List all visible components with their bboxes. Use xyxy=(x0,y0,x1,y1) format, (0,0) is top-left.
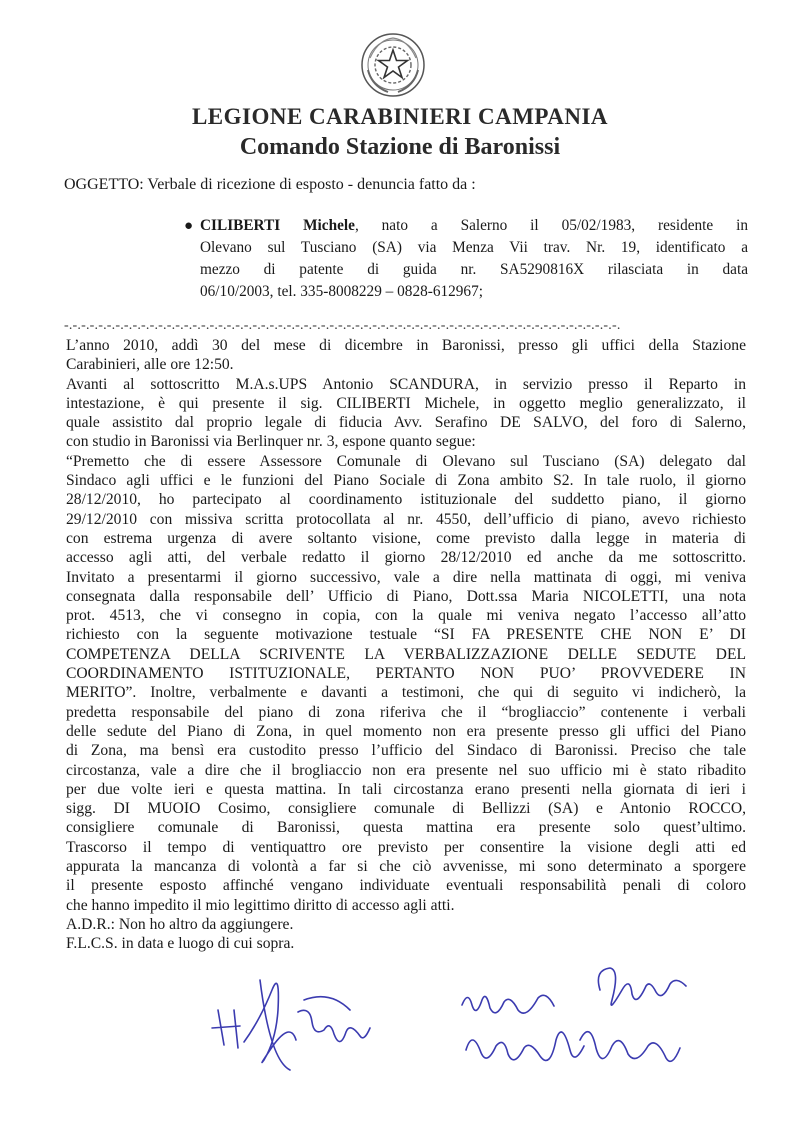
statement-line: circostanza, vale a dire che il brogliaccio non era presente nel suo ufficio mi è stato ribadito xyxy=(66,761,746,779)
statement-line: con studio in Baronissi via Berlinquer nr. 3, espone quanto segue: xyxy=(66,433,476,451)
statement-line: 28/12/2010, ho partecipato al coordinamento istituzionale del suddetto piano, il giorno xyxy=(66,491,746,509)
person-name: CILIBERTI Michele xyxy=(200,217,355,234)
bullet-icon: ● xyxy=(184,218,194,234)
person-line-2: Olevano sul Tusciano (SA) via Menza Vii trav. Nr. 19, identificato a xyxy=(200,239,748,256)
statement-line: delle sedute del Piano di Zona, in quel momento non era presente presso gli uffici del Piano xyxy=(66,722,746,740)
statement-line: Trascorso il tempo di ventiquattro ore previsto per consentire la visione degli atti ed xyxy=(66,838,746,856)
statement-line: il presente esposto affinché vengano individuate eventuali responsabilità penali di coloro xyxy=(66,877,746,895)
republic-emblem-icon xyxy=(358,30,428,100)
statement-line: predetta responsabile del piano di zona riferiva che il “brogliaccio” contenente i verbali xyxy=(66,703,746,721)
statement-line: sigg. DI MUOIO Cosimo, consigliere comunale di Bellizzi (SA) e Antonio ROCCO, xyxy=(66,800,746,818)
statement-line: A.D.R.: Non ho altro da aggiungere. xyxy=(66,915,294,933)
statement-line: appurata la mancanza di volontà a far si che ciò avvenisse, mi sono determinato a sporgere xyxy=(66,858,746,876)
statement-line: prot. 4513, che vi consegno in copia, con la quale mi veniva negato l’accesso all’atto xyxy=(66,607,746,625)
statement-line: richiesto con la seguente motivazione testuale “SI FA PRESENTE CHE NON E’ DI xyxy=(66,626,746,644)
statement-line: quale assistito dal proprio legale di fiducia Avv. Serafino DE SALVO, del foro di Salerno, xyxy=(66,414,746,432)
person-line-3: mezzo di patente di guida nr. SA5290816X rilasciata in data xyxy=(200,261,748,278)
statement-line: COORDINAMENTO ISTITUZIONALE, PERTANTO NON PUO’ PROVVEDERE IN xyxy=(66,665,746,683)
header-subtitle: Comando Stazione di Baronissi xyxy=(239,134,561,160)
statement-line: consegnata dalla responsabile dell’ Ufficio di Piano, Dott.ssa Maria NICOLETTI, una nota xyxy=(66,587,746,605)
statement-line: MERITO”. Inoltre, verbalmente e davanti a testimoni, che qui di seguito vi indicherò, la xyxy=(66,684,746,702)
header-title: LEGIONE CARABINIERI CAMPANIA xyxy=(191,104,609,129)
statement-line: di Zona, ma bensì era custodito presso l’ufficio del Sindaco di Baronissi. Preciso che tale xyxy=(66,742,746,760)
subject-line: OGGETTO: Verbale di ricezione di esposto - denuncia fatto da : xyxy=(64,176,476,193)
statement-line: Sindaco agli uffici e le funzioni del Piano Sociale di Zona ambito S2. In tale ruolo, il giorno xyxy=(66,472,746,490)
statement-line: COMPETENZA DELLA SCRIVENTE LA VERBALIZZAZIONE DELLE SEDUTE DEL xyxy=(66,645,746,663)
statement-line: Carabinieri, alle ore 12:50. xyxy=(66,356,234,374)
statement-line: F.L.C.S. in data e luogo di cui sopra. xyxy=(66,935,295,953)
statement-line: “Premetto che di essere Assessore Comunale di Olevano sul Tusciano (SA) delegato dal xyxy=(66,452,746,470)
handwritten-signatures xyxy=(200,950,760,1100)
statement-line: con estrema urgenza di avere soltanto visione, come previsto dalla legge in materia di xyxy=(66,529,746,547)
statement-line: Avanti al sottoscritto M.A.s.UPS Antonio SCANDURA, in servizio presso il Reparto in xyxy=(66,375,746,393)
statement-line: accesso agli atti, del verbale redatto il giorno 28/12/2010 ed anche da me sottoscritto. xyxy=(66,549,746,567)
separator-line: -.-.-.-.-.-.-.-.-.-.-.-.-.-.-.-.-.-.-.-.-.-.-.-.-.-.-.-.-.-.-.-.-.-.-.-.-.-.-.-.-.-.-.-.-.-.-.-.-.-.-.-.-.-.-.-.-.-.-.-.-.-.-.-.-. xyxy=(64,318,621,333)
statement-line: Invitato a presentarmi il giorno successivo, vale a dire nella mattinata di oggi, mi veniva xyxy=(66,568,746,586)
statement-line: intestazione, è qui presente il sig. CILIBERTI Michele, in oggetto meglio generalizzato, il xyxy=(66,394,746,412)
statement-body xyxy=(66,336,746,954)
statement-line: che hanno impedito il mio legittimo diritto di accesso agli atti. xyxy=(66,896,455,914)
statement-line: per due volte ieri e questa mattina. In tali circostanza erano presenti nella giornata di ieri i xyxy=(66,780,746,798)
person-line-1: CILIBERTI Michele, nato a Salerno il 05/02/1983, residente in xyxy=(200,217,748,234)
person-details xyxy=(184,215,748,303)
statement-line: 29/12/2010 con missiva scritta protocollata al nr. 4550, dell’ufficio di piano, avevo richiesto xyxy=(66,510,746,528)
statement-line: consigliere comunale di Baronissi, questa mattina era presente solo quest’ultimo. xyxy=(66,819,746,837)
person-line-4: 06/10/2003, tel. 335-8008229 – 0828-612967; xyxy=(200,283,483,300)
statement-line: L’anno 2010, addì 30 del mese di dicembre in Baronissi, presso gli uffici della Stazione xyxy=(66,337,746,354)
